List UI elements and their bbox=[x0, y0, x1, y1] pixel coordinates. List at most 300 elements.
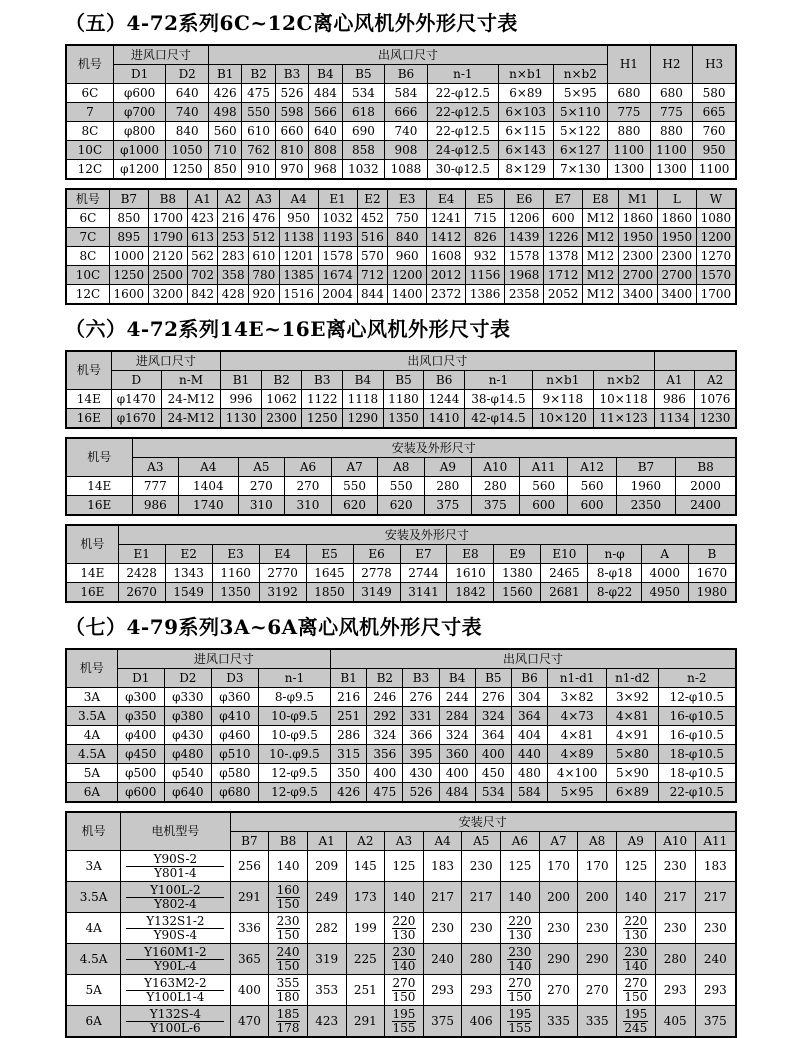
data-cell: 270 bbox=[285, 477, 332, 496]
stacked-value: 195 bbox=[624, 1006, 648, 1021]
header-cell: B8 bbox=[148, 189, 187, 209]
data-cell: 350 bbox=[331, 764, 367, 783]
data-cell: 10×120 bbox=[532, 409, 593, 429]
data-cell: 452 bbox=[357, 209, 388, 228]
data-cell: 1193 bbox=[318, 228, 357, 247]
machine-no-cell: 14E bbox=[66, 477, 132, 496]
data-cell: 216 bbox=[331, 688, 367, 707]
data-cell: 12-φ10.5 bbox=[658, 688, 736, 707]
dimension-table-2-3 bbox=[65, 524, 737, 603]
data-cell: φ580 bbox=[211, 764, 258, 783]
data-cell: φ300 bbox=[117, 688, 164, 707]
header-cell: n1-d1 bbox=[548, 669, 607, 688]
header-cell: E7 bbox=[544, 189, 583, 209]
data-cell: 1290 bbox=[343, 409, 384, 429]
data-cell: 2000 bbox=[676, 477, 736, 496]
stacked-cell bbox=[501, 913, 540, 944]
header-cell: D1 bbox=[113, 65, 166, 84]
machine-no-cell: 10C bbox=[66, 141, 113, 160]
data-cell: 217 bbox=[695, 882, 736, 913]
stacked-value: 270 bbox=[508, 975, 532, 990]
data-cell: 550 bbox=[378, 477, 425, 496]
data-cell: 840 bbox=[388, 228, 427, 247]
machine-no-cell: 8C bbox=[66, 247, 109, 266]
header-cell: 进风口尺寸 bbox=[111, 351, 221, 371]
data-cell: 2012 bbox=[427, 266, 466, 285]
header-cell: E6 bbox=[353, 545, 400, 564]
stacked-value: Y100L-6 bbox=[150, 1020, 201, 1035]
data-cell: 1134 bbox=[654, 409, 695, 429]
header-cell: n×b2 bbox=[593, 371, 654, 390]
header-cell: B5 bbox=[383, 371, 424, 390]
data-cell: 256 bbox=[230, 851, 269, 882]
data-cell: φ1000 bbox=[113, 141, 166, 160]
header-row bbox=[66, 545, 736, 564]
data-cell: 404 bbox=[511, 726, 547, 745]
data-cell: 1241 bbox=[427, 209, 466, 228]
data-cell: 2465 bbox=[541, 564, 588, 583]
data-cell: 665 bbox=[693, 103, 736, 122]
data-cell: 2500 bbox=[148, 266, 187, 285]
table-row bbox=[66, 882, 736, 913]
stacked-value: Y801-4 bbox=[154, 865, 197, 880]
data-cell: 1968 bbox=[505, 266, 544, 285]
data-cell: 702 bbox=[187, 266, 218, 285]
data-cell: 534 bbox=[475, 783, 511, 803]
data-cell: 22-φ12.5 bbox=[427, 84, 498, 103]
data-cell: 230 bbox=[539, 913, 578, 944]
header-cell: 机号 bbox=[66, 649, 117, 688]
header-cell: B1 bbox=[331, 669, 367, 688]
data-cell: M12 bbox=[583, 209, 619, 228]
data-cell: 5×80 bbox=[607, 745, 659, 764]
data-cell: 750 bbox=[388, 209, 427, 228]
data-cell: 304 bbox=[511, 688, 547, 707]
header-cell: E7 bbox=[400, 545, 447, 564]
data-cell: 1608 bbox=[427, 247, 466, 266]
data-cell: 1412 bbox=[427, 228, 466, 247]
data-cell: 1578 bbox=[318, 247, 357, 266]
header-cell: 安装及外形尺寸 bbox=[132, 438, 736, 458]
data-cell: 526 bbox=[275, 84, 308, 103]
data-cell: M12 bbox=[583, 228, 619, 247]
stacked-value: Y100L1-4 bbox=[146, 989, 205, 1004]
data-cell: 570 bbox=[357, 247, 388, 266]
header-cell: B2 bbox=[242, 65, 275, 84]
header-cell bbox=[654, 351, 736, 371]
header-cell: 安装尺寸 bbox=[230, 812, 736, 832]
stacked-cell bbox=[616, 944, 655, 975]
table-row bbox=[66, 707, 736, 726]
data-cell: 1950 bbox=[618, 228, 657, 247]
header-cell: A1 bbox=[654, 371, 695, 390]
data-cell: 476 bbox=[249, 209, 280, 228]
data-cell: 22-φ10.5 bbox=[658, 783, 736, 803]
header-cell: A7 bbox=[331, 458, 378, 477]
header-cell: E10 bbox=[541, 545, 588, 564]
dimension-table-1-2 bbox=[65, 188, 737, 305]
data-cell: 10-φ9.5 bbox=[258, 707, 330, 726]
data-cell: 2681 bbox=[541, 583, 588, 603]
data-cell: 584 bbox=[385, 84, 428, 103]
data-cell: 270 bbox=[578, 975, 617, 1006]
data-cell: 1385 bbox=[279, 266, 318, 285]
data-cell: 324 bbox=[367, 726, 403, 745]
table-row bbox=[66, 745, 736, 764]
header-cell: B6 bbox=[424, 371, 465, 390]
header-cell: B1 bbox=[208, 65, 241, 84]
data-cell: 270 bbox=[238, 477, 285, 496]
data-cell: 12-φ9.5 bbox=[258, 764, 330, 783]
data-cell: 715 bbox=[466, 209, 505, 228]
table-row bbox=[66, 390, 736, 409]
data-cell: 8-φ18 bbox=[588, 564, 641, 583]
machine-no-cell: 12C bbox=[66, 160, 113, 180]
data-cell: 405 bbox=[655, 1006, 695, 1038]
data-cell: M12 bbox=[583, 247, 619, 266]
data-cell: 173 bbox=[346, 882, 385, 913]
machine-no-cell: 16E bbox=[66, 583, 118, 603]
data-cell: 244 bbox=[439, 688, 475, 707]
data-cell: 5×110 bbox=[553, 103, 608, 122]
header-row bbox=[66, 351, 736, 371]
table-row bbox=[66, 103, 736, 122]
header-cell: E1 bbox=[318, 189, 357, 209]
table-row bbox=[66, 122, 736, 141]
data-cell: 315 bbox=[331, 745, 367, 764]
data-cell: 1410 bbox=[424, 409, 465, 429]
header-cell: W bbox=[696, 189, 736, 209]
data-cell: 24-φ12.5 bbox=[427, 141, 498, 160]
data-cell: 200 bbox=[539, 882, 578, 913]
table-row bbox=[66, 688, 736, 707]
data-cell: φ700 bbox=[113, 103, 166, 122]
data-cell: 1100 bbox=[608, 141, 651, 160]
header-cell: A12 bbox=[568, 458, 616, 477]
data-cell: 775 bbox=[608, 103, 651, 122]
data-cell: 22-φ12.5 bbox=[427, 122, 498, 141]
table-row bbox=[66, 285, 736, 305]
data-cell: 280 bbox=[425, 477, 472, 496]
stacked-cell bbox=[121, 944, 230, 975]
stacked-value: 185 bbox=[276, 1006, 300, 1021]
stacked-cell bbox=[616, 1006, 655, 1038]
data-cell: 230 bbox=[695, 913, 736, 944]
machine-no-cell: 6C bbox=[66, 84, 113, 103]
data-cell: 1674 bbox=[318, 266, 357, 285]
data-cell: 840 bbox=[166, 122, 209, 141]
data-cell: 512 bbox=[249, 228, 280, 247]
data-cell: 1226 bbox=[544, 228, 583, 247]
data-cell: φ680 bbox=[211, 783, 258, 803]
data-cell: 331 bbox=[403, 707, 439, 726]
data-cell: φ400 bbox=[117, 726, 164, 745]
data-cell: 11×123 bbox=[593, 409, 654, 429]
data-cell: 280 bbox=[471, 477, 519, 496]
data-cell: 5×95 bbox=[553, 84, 608, 103]
data-cell: 620 bbox=[378, 496, 425, 516]
data-cell: 895 bbox=[109, 228, 148, 247]
machine-no-cell: 10C bbox=[66, 266, 109, 285]
data-cell: 710 bbox=[208, 141, 241, 160]
data-cell: φ1200 bbox=[113, 160, 166, 180]
data-cell: 1250 bbox=[109, 266, 148, 285]
data-cell: 680 bbox=[608, 84, 651, 103]
header-cell: B6 bbox=[385, 65, 428, 84]
data-cell: 4×81 bbox=[607, 707, 659, 726]
stacked-value: 150 bbox=[276, 958, 300, 973]
data-cell: 908 bbox=[385, 141, 428, 160]
section-6-title: （六）4-72系列14E~16E离心风机外形尺寸表 bbox=[65, 317, 511, 341]
machine-no-cell: 6A bbox=[66, 1006, 121, 1038]
header-row bbox=[66, 458, 736, 477]
data-cell: 842 bbox=[187, 285, 218, 305]
data-cell: 1180 bbox=[383, 390, 424, 409]
data-cell: 6×143 bbox=[498, 141, 553, 160]
stacked-value: 220 bbox=[392, 913, 416, 928]
data-cell: 1610 bbox=[447, 564, 494, 583]
stacked-value: 195 bbox=[392, 1006, 416, 1021]
data-cell: 6×89 bbox=[498, 84, 553, 103]
data-cell: 762 bbox=[242, 141, 275, 160]
data-cell: 1560 bbox=[494, 583, 541, 603]
header-cell: B3 bbox=[302, 371, 343, 390]
data-cell: 293 bbox=[655, 975, 695, 1006]
stacked-cell bbox=[616, 975, 655, 1006]
data-cell: 406 bbox=[462, 1006, 501, 1038]
data-cell: 310 bbox=[238, 496, 285, 516]
data-cell: 199 bbox=[346, 913, 385, 944]
stacked-cell bbox=[501, 944, 540, 975]
data-cell: 249 bbox=[307, 882, 346, 913]
header-cell: n×b1 bbox=[498, 65, 553, 84]
table-row bbox=[66, 783, 736, 803]
header-cell: B3 bbox=[403, 669, 439, 688]
header-cell: E3 bbox=[212, 545, 259, 564]
data-cell: 283 bbox=[218, 247, 249, 266]
stacked-value: 150 bbox=[624, 989, 648, 1004]
dimension-table-2-1 bbox=[65, 350, 737, 429]
header-cell: 安装及外形尺寸 bbox=[118, 525, 736, 545]
data-cell: 450 bbox=[475, 764, 511, 783]
data-cell: φ800 bbox=[113, 122, 166, 141]
data-cell: 775 bbox=[650, 103, 693, 122]
data-cell: 1032 bbox=[318, 209, 357, 228]
header-cell: B4 bbox=[439, 669, 475, 688]
data-cell: 293 bbox=[462, 975, 501, 1006]
header-row bbox=[66, 669, 736, 688]
data-cell: 610 bbox=[249, 247, 280, 266]
header-cell: 出风口尺寸 bbox=[331, 649, 736, 669]
machine-no-cell: 4.5A bbox=[66, 745, 117, 764]
header-cell: A1 bbox=[307, 832, 346, 851]
data-cell: 1201 bbox=[279, 247, 318, 266]
data-cell: 140 bbox=[616, 882, 655, 913]
section-6-tables bbox=[65, 350, 737, 603]
header-row bbox=[66, 438, 736, 458]
stacked-value: 130 bbox=[392, 927, 416, 942]
data-cell: φ600 bbox=[113, 84, 166, 103]
stacked-value: 140 bbox=[508, 958, 532, 973]
data-cell: 8-φ22 bbox=[588, 583, 641, 603]
table-row bbox=[66, 266, 736, 285]
data-cell: 2428 bbox=[118, 564, 165, 583]
data-cell: 183 bbox=[423, 851, 462, 882]
data-cell: 2004 bbox=[318, 285, 357, 305]
stacked-value: 130 bbox=[508, 927, 532, 942]
header-cell: D2 bbox=[164, 669, 211, 688]
data-cell: 950 bbox=[693, 141, 736, 160]
data-cell: 1088 bbox=[385, 160, 428, 180]
data-cell: φ640 bbox=[164, 783, 211, 803]
header-cell: A10 bbox=[471, 458, 519, 477]
data-cell: 1270 bbox=[696, 247, 736, 266]
machine-no-cell: 3A bbox=[66, 851, 121, 882]
data-cell: 850 bbox=[208, 160, 241, 180]
header-cell: 机号 bbox=[66, 189, 109, 209]
data-cell: 217 bbox=[423, 882, 462, 913]
data-cell: 336 bbox=[230, 913, 269, 944]
machine-no-cell: 3.5A bbox=[66, 707, 117, 726]
header-cell: E5 bbox=[466, 189, 505, 209]
header-cell: A3 bbox=[132, 458, 179, 477]
data-cell: 18-φ10.5 bbox=[658, 764, 736, 783]
data-cell: 1578 bbox=[505, 247, 544, 266]
stacked-value: 230 bbox=[276, 913, 300, 928]
table-row bbox=[66, 851, 736, 882]
section-7 bbox=[65, 611, 737, 1038]
machine-no-cell: 4A bbox=[66, 726, 117, 745]
data-cell: 2358 bbox=[505, 285, 544, 305]
data-cell: 5×90 bbox=[607, 764, 659, 783]
header-cell: B bbox=[688, 545, 736, 564]
header-cell: A2 bbox=[218, 189, 249, 209]
data-cell: 400 bbox=[475, 745, 511, 764]
data-cell: φ1470 bbox=[111, 390, 161, 409]
data-cell: 1300 bbox=[650, 160, 693, 180]
data-cell: 217 bbox=[462, 882, 501, 913]
data-cell: 2300 bbox=[261, 409, 302, 429]
data-cell: 3400 bbox=[657, 285, 696, 305]
machine-no-cell: 3.5A bbox=[66, 882, 121, 913]
section-5 bbox=[65, 7, 737, 305]
data-cell: 5×122 bbox=[553, 122, 608, 141]
machine-no-cell: 16E bbox=[66, 409, 111, 429]
data-cell: φ510 bbox=[211, 745, 258, 764]
data-cell: 880 bbox=[608, 122, 651, 141]
data-cell: 560 bbox=[208, 122, 241, 141]
stacked-value: 270 bbox=[624, 975, 648, 990]
data-cell: 3×92 bbox=[607, 688, 659, 707]
data-cell: 534 bbox=[342, 84, 385, 103]
data-cell: 666 bbox=[385, 103, 428, 122]
header-cell: D bbox=[111, 371, 161, 390]
header-cell: 电机型号 bbox=[121, 812, 230, 851]
data-cell: 4950 bbox=[641, 583, 688, 603]
data-cell: 1122 bbox=[302, 390, 343, 409]
data-cell: φ330 bbox=[164, 688, 211, 707]
data-cell: 600 bbox=[520, 496, 568, 516]
stacked-value: Y163M2-2 bbox=[126, 977, 224, 991]
data-cell: 251 bbox=[346, 975, 385, 1006]
dimension-table-3-1 bbox=[65, 648, 737, 803]
header-cell: A2 bbox=[346, 832, 385, 851]
data-cell: 426 bbox=[208, 84, 241, 103]
data-cell: 1200 bbox=[388, 266, 427, 285]
data-cell: 680 bbox=[650, 84, 693, 103]
data-cell: 324 bbox=[475, 707, 511, 726]
data-cell: 2372 bbox=[427, 285, 466, 305]
stacked-value: Y100L-2 bbox=[126, 884, 224, 898]
header-cell: n-2 bbox=[658, 669, 736, 688]
stacked-cell bbox=[385, 913, 424, 944]
data-cell: 960 bbox=[388, 247, 427, 266]
data-cell: 18-φ10.5 bbox=[658, 745, 736, 764]
data-cell: 310 bbox=[285, 496, 332, 516]
data-cell: 640 bbox=[309, 122, 342, 141]
data-cell: 286 bbox=[331, 726, 367, 745]
data-cell: 145 bbox=[346, 851, 385, 882]
header-cell: H2 bbox=[650, 45, 693, 84]
stacked-cell bbox=[269, 913, 308, 944]
data-cell: 1343 bbox=[165, 564, 212, 583]
data-cell: 280 bbox=[655, 944, 695, 975]
header-cell: n-1 bbox=[258, 669, 330, 688]
table-row bbox=[66, 975, 736, 1006]
data-cell: 618 bbox=[342, 103, 385, 122]
data-cell: 858 bbox=[342, 141, 385, 160]
header-cell: D3 bbox=[211, 669, 258, 688]
table-row bbox=[66, 84, 736, 103]
header-cell: A4 bbox=[279, 189, 318, 209]
stacked-value: 150 bbox=[276, 896, 300, 911]
header-cell: E8 bbox=[583, 189, 619, 209]
header-cell: 进风口尺寸 bbox=[117, 649, 330, 669]
stacked-value: 155 bbox=[392, 1020, 416, 1035]
data-cell: 292 bbox=[367, 707, 403, 726]
header-cell: E2 bbox=[165, 545, 212, 564]
data-cell: 970 bbox=[275, 160, 308, 180]
data-cell: 1244 bbox=[424, 390, 465, 409]
data-cell: 24-M12 bbox=[161, 409, 220, 429]
stacked-cell bbox=[269, 1006, 308, 1038]
stacked-cell bbox=[385, 1006, 424, 1038]
header-cell: n×b2 bbox=[553, 65, 608, 84]
stacked-value: 270 bbox=[392, 975, 416, 990]
data-cell: 1645 bbox=[306, 564, 353, 583]
data-cell: 1740 bbox=[179, 496, 238, 516]
data-cell: 1080 bbox=[696, 209, 736, 228]
data-cell: 1860 bbox=[657, 209, 696, 228]
data-cell: 550 bbox=[331, 477, 378, 496]
data-cell: 276 bbox=[403, 688, 439, 707]
header-cell: E2 bbox=[357, 189, 388, 209]
data-cell: 1950 bbox=[657, 228, 696, 247]
data-cell: 712 bbox=[357, 266, 388, 285]
data-cell: 375 bbox=[423, 1006, 462, 1038]
data-cell: 580 bbox=[693, 84, 736, 103]
data-cell: 200 bbox=[578, 882, 617, 913]
data-cell: 4×81 bbox=[548, 726, 607, 745]
data-cell: φ480 bbox=[164, 745, 211, 764]
data-cell: 240 bbox=[695, 944, 736, 975]
data-cell: 170 bbox=[539, 851, 578, 882]
header-cell: A9 bbox=[616, 832, 655, 851]
header-cell: H1 bbox=[608, 45, 651, 84]
table-row bbox=[66, 1006, 736, 1038]
stacked-value: 230 bbox=[508, 944, 532, 959]
data-cell: 270 bbox=[539, 975, 578, 1006]
